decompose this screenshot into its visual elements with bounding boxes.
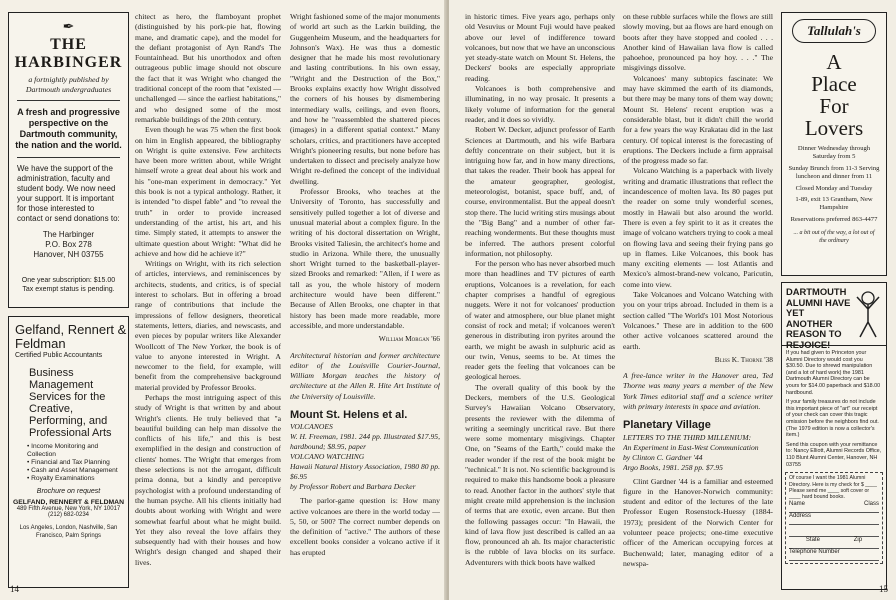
book-title: VOLCANOES xyxy=(290,422,333,432)
tallulah-ad xyxy=(781,12,887,276)
field-label: Zip xyxy=(853,536,863,543)
book-subtitle: An Experiment in East-West Communication xyxy=(623,442,759,452)
paragraph: Volcano Watching is a paperback with lively writing and dramatic illustrations that reflect the incandescence of molten lava. Its 80 pages put the reader on some truly wonderful scenes, mostly in Hawaii but also around the world. There is even a fey spirit to it as it creates the image of volcano watchers trying to cook a meal on flowing lava and seeing their frying pans go up in flames. Like Volcanoes, this book has many exciting elements — lost Atlantis and Mexico's almost-brand-new volcano, Paricutin, come into view. xyxy=(623,166,773,289)
alumni-headline: DARTMOUTH ALUMNI HAVE YET ANOTHER REASON TO REJOICE! xyxy=(786,286,851,350)
paragraph: Volcanoes' many subtopics fascinate: We may have skimmed the earth of its diamonds, but there may be many tons of them way down; Mount St. Helens' recent eruption was a considerable blast, but it didn't chill the world for a few years the way Krakatau did in the last century. Of topical interest is the forecasting of eruptions. The Deckers include a firm appraisal of the progress made so far. xyxy=(623,73,773,166)
telephone-field[interactable] xyxy=(789,549,879,561)
quill-icon: ✒ xyxy=(62,20,75,35)
bullet-item: • Income Monitoring and Collection xyxy=(27,443,99,458)
field-label: Address xyxy=(789,512,812,519)
harbinger-subscription: One year subscription: $15.00 xyxy=(21,277,116,284)
gelfand-street: 489 Fifth Avenue, New York, NY 10017 xyxy=(16,506,121,512)
article-column-2 xyxy=(290,12,440,582)
paragraph: For the person who has never absorbed much more than headlines and TV pictures of earth eruptions, Volcanoes is a revelation, for each chapter comprises a handful of egregious nuggets. Were it not for volcanoes' production of water and atmosphere, our blue planet might consist of rock and metal; if volcanoes weren't generous in distributing iron pyrites around the earth, we might be awash in sulphuric acid as our twin, Venus, seems to be. At times the reader gets the feeling that volcanoes can be geological heroes. xyxy=(465,259,615,382)
paragraph: Take Volcanoes and Volcano Watching with you on your trips abroad. Included in them is a section called "The World's 101 Most Notorious Volcanoes." These are in addition to the 600 other active volcanoes scattered around the earth. xyxy=(623,290,773,351)
article-column-1 xyxy=(135,12,281,582)
name-field[interactable] xyxy=(789,501,879,513)
book-author: by Clinton C. Gardner '44 xyxy=(623,452,703,462)
divider xyxy=(17,157,120,158)
alumni-paragraph: Send this coupon with your remittance to: Nancy Elliott, Alumni Records Office, 110 Blunt Alumni Center, Hanover, NH 03755 xyxy=(786,441,882,468)
left-page xyxy=(0,0,447,600)
review-title: Mount St. Helens et al. xyxy=(290,408,408,421)
review-signature: William Morgan '66 xyxy=(378,334,440,344)
tallulah-headline xyxy=(782,51,886,139)
state-zip-field[interactable] xyxy=(789,537,879,549)
address-field[interactable] xyxy=(789,513,879,525)
address-line: 1-89, exit 13 Grantham, New Hampshire xyxy=(795,196,873,212)
gelfand-bullets xyxy=(27,443,122,483)
address-line: Hanover, NH 03755 xyxy=(33,250,104,259)
paragraph: Even though he was 75 when the first book on him in English appeared, the bibliography on Wright is quite extensive. Few architects have been more written about, while Wright himself wrote a great deal about his work and his "one-man experiment in democracy." Yet this book is not a typical anthology. Rather, it is intended "to dispel fable" and "to reveal the truth" in order to provide increased understanding of the artist, his art, and his time. Simply stated, it attempts to answer the ultimate question about Wright: "What did he achieve and how did he achieve it?" xyxy=(135,125,281,258)
author-bio: Architectural historian and former architecture editor of the Louisville Courier-Journal, William Morgan teaches the history of architecture at the Allen R. Hite Art Institute of the University of Louisville. xyxy=(290,350,440,401)
review-signature: Bliss K. Thorne '38 xyxy=(714,354,773,364)
harbinger-brand: THE HARBINGER xyxy=(14,36,123,71)
alumni-ad xyxy=(781,282,887,590)
tallulah-hours xyxy=(788,145,880,224)
bullet-item: • Royalty Examinations xyxy=(27,475,95,482)
book-details: Hawaii Natural History Association, 1980 80 pp. $6.95 xyxy=(290,462,440,482)
headline-word: For xyxy=(819,94,849,118)
paragraph: The parlor-game question is: How many active volcanoes are there in the world today — 5, 50, or 500? The correct number depends on the definition of "active." The authors of these excellent books consider a volcano active if it has erupted xyxy=(290,496,440,557)
gelfand-subtitle: Certified Public Accountants xyxy=(15,352,103,359)
paragraph: Perhaps the most intriguing aspect of this study of Wright is that written by and about Wright's clients. He truly believed that "a beautiful building can help man dissolve the conflicts of his life," and this is best exemplified in the design and construction of clients' homes. The Wright that emerges from these selections is not the arrogant, difficult prima donna, but a kindly and perceptive psychologist with a profound understanding of the human psyche. All his clients initially had doubts about working with Wright and were somewhat fearful about what he might build. Yet they also reveal the love affairs they subsequently had with their houses and how Wright's design changed and shaped their lives. xyxy=(135,392,281,567)
gelfand-firm-caps: GELFAND, RENNERT & FELDMAN xyxy=(12,499,124,506)
field-label: Telephone Number xyxy=(789,548,840,555)
gelfand-ad xyxy=(8,316,129,588)
alumni-copy xyxy=(786,350,882,468)
harbinger-headline: A fresh and progressive perspective on the Dartmouth community, the nation and the world. xyxy=(15,107,122,150)
harbinger-body: We have the support of the administration, faculty and student body. We now need your support. It is important for those interested to contact or send donations to: xyxy=(17,164,120,223)
headline-word: Place xyxy=(811,72,857,96)
tallulah-slogan: ... a bit out of the way, a lot out of the ordinary xyxy=(793,230,875,244)
divider xyxy=(17,100,120,101)
address-line: P.O. Box 278 xyxy=(45,240,92,249)
section-head: Planetary Village xyxy=(623,419,711,432)
paragraph: Robert W. Decker, adjunct professor of Earth Sciences at Dartmouth, and his wife Barbara deftly concentrate on their subject, but it is intriguing how far, and in how many directions, that takes the reader. Their book has appeal for the amateur geographer, geologist, meteorologist, botanist, space buff, and, of course, environmentalist. But the appeal doesn't stop there. The lucid writing stirs musings about the "Big Bang" and a number of other far-reaching wonderments. But these thoughts must be inferred. The authors present colorful information, not philosophy. xyxy=(465,125,615,258)
book-details: Argo Books, 1981. 258 pp. $7.95 xyxy=(623,462,723,472)
field-label: Name xyxy=(789,500,806,507)
address-field-2[interactable] xyxy=(789,525,879,537)
paragraph: The overall quality of this book by the Deckers, members of the U.S. Geological Survey's Hawaiian Volcano Observatory, presents the reviewer with the dilemma of writing a seemingly uncritical rave. But there were some momentary misgivings. Chapter One, on "Seams of the Earth," could make the reader wonder if the rest of the book might be "technical." It is not. No scientific background is required to make this handsome book a pleasure to read. Another factor in the authors' style that might create mild apprehension is the inclusion of terms that are exotic, even arcane. But then the following passages occur: "In Hawaii, the kind of lava flow just described is called an aa flow, pronounced ah ah. Its major characteristic is the rubble of lava blocks on its surface. Adventurers with thick boots have walked xyxy=(465,382,615,567)
hours-line: Closed Monday and Tuesday xyxy=(795,184,873,192)
bullet-item: • Cash and Asset Management xyxy=(27,467,118,474)
tallulah-logo: Tallulah's xyxy=(792,19,876,43)
gelfand-phone: (212) 682-0234 xyxy=(47,512,90,518)
paragraph: Writings on Wright, with its rich selection of articles, interviews, and reminiscences by architects, students, and critics, is of special interest to scholars. But in offering a broad range of contributions that include the impressions of fellow designers, theoretical statements, letters, diaries, and newscasts, and even pieces by popular writers like Alexander Woollcott of The New Yorker, the book is of value to anyone interested in Wright. A newcomer to the field, for example, will benefit from the comprehensive background material provided by Professor Brooks. xyxy=(135,259,281,392)
field-label: Class xyxy=(863,500,879,507)
article-column-4 xyxy=(623,12,773,582)
paragraph: on these rubble surfaces while the flows are still slowly moving, but aa flows are hard enough on boots after they have stopped and cooled . . . Another kind of Hawaiian lava flow is called pahoehoe, pronounced pa hoy hoy. . . ." The misgivings dissolve. xyxy=(623,12,773,73)
book-authors: by Professor Robert and Barbara Decker xyxy=(290,482,416,492)
paragraph: Volcanoes is both comprehensive and illuminating, in no way prosaic. It presents a likely volume of information for the general reader, and it does so vividly. xyxy=(465,84,615,124)
hours-line: Dinner Wednesday through Saturday from 5 xyxy=(797,145,871,161)
paragraph: Clint Gardner '44 is a familiar and esteemed figure in the Hanover-Norwich community: student and editor of the lectures of the late Professor Eugen Rosenstock-Huessy (1884-1973); president of the Norwich Center for volunteer peace projects; one-time executive officer of the American occupying forces at Buchenwald; later, managing editor of a newspa- xyxy=(623,476,773,568)
headline-word: A xyxy=(826,50,842,74)
harbinger-ad xyxy=(8,12,129,308)
book-title: LETTERS TO THE THIRD MILLENIUM: xyxy=(623,432,752,442)
address-line: The Harbinger xyxy=(42,230,95,239)
harbinger-tagline: a fortnightly published by Dartmouth undergraduates xyxy=(25,75,112,94)
author-bio: A free-lance writer in the Hanover area, Ted Thorne was many years a member of the New York Times editorial staff and a science writer with primary interests in space and aviation. xyxy=(623,371,773,411)
gelfand-brochure: Brochure on request xyxy=(36,488,101,495)
harbinger-address xyxy=(9,230,128,260)
gelfand-cities: Los Angeles, London, Nashville, San Francisco, Palm Springs xyxy=(19,525,118,539)
paragraph: chitect as hero, the flamboyant prophet (distinguished by his pork-pie hat, flowing mane, and dramatic cape), and the model for the defiant protagonist of Ayn Rand's The Fountainhead. But his unorthodox and often outrageous public image should not obscure the fact that it was Wright who changed the traditional concept of the room that "existed — unchallenged — since the earliest habitations," and who designed some of the most remarkable buildings of the 20th century. xyxy=(135,12,281,124)
gelfand-services: Business Management Services for the Creative, Performing, and Professional Arts xyxy=(29,367,112,439)
cheering-figure-icon xyxy=(853,289,883,341)
headline-word: Lovers xyxy=(804,116,864,140)
right-page xyxy=(449,0,896,600)
hours-line: Sunday Brunch from 11-3 Serving luncheon and dinner from 11 xyxy=(788,164,880,181)
alumni-coupon xyxy=(785,472,883,564)
alumni-paragraph: If your family treasures do not include this important piece of "art" our receipt of your check can cover this tragic omission before the neighbors find out. (The 1979 edition is now a collector's item.) xyxy=(786,399,879,439)
bullet-item: • Financial and Tax Planning xyxy=(27,459,110,466)
paragraph: Wright fashioned some of the major monuments of world art such as the Larkin building, the Guggenheim Museum, and the headquarters for Johnson's Wax). He was thus a domestic designer that he made his most revolutionary and lasting contributions. In his own essay, "Wright and the Destruction of the Box," Brooks explains exactly how Wright dissolved the corners of his houses by dismembering intermediary walls, ceilings, and even floors, and how he "reassembled the shattered pieces (images) in a different spatial context." Many scholars, critics, and practitioners have accepted Wright's pioneering results, but none before has undertaken to dissect and precisely analyze how Wright re-defined the concept of the individual dwelling. xyxy=(290,12,440,186)
page-number: 15 xyxy=(879,584,888,594)
paragraph: Professor Brooks, who teaches at the University of Toronto, has successfully and sensitively pulled together a lot of diverse and unusual material about a complex figure. In the writing of his doctoral dissertation on Wright, Brooks visited Taliesin, the architect's home and studio in Arizona. While there, the unusually short Wright turned to the basketball-player-sized Brooks and remarked: "Allen, if I were as tall as you, the whole history of modern architecture would have been different." Because of Allen Brooks, one chapter in that history has been made more readable, more accessible, and more understandable. xyxy=(290,187,440,330)
harbinger-tax-note: Tax exempt status is pending. xyxy=(22,286,115,293)
article-column-3 xyxy=(465,12,615,582)
page-number: 14 xyxy=(10,584,19,594)
gelfand-name: Gelfand, Rennert & Feldman xyxy=(15,322,127,351)
book-title: VOLCANO WATCHING xyxy=(290,452,365,462)
field-label: State xyxy=(805,536,820,543)
reservations-line: Reservations preferred 863-4477 xyxy=(790,215,878,223)
paragraph: in historic times. Five years ago, perhaps only old Vesuvius or Mount Fuji would have peaked above our level of indifference toward volcanoes, but now that we have an unconscious yet steady-state watch on Mount St. Helens, the Deckers' books are especially appropriate reading. xyxy=(465,12,615,83)
coupon-text: Of course I want the 1981 Alumni Directory. Here is my check for $ ____ Please send me ____ soft cover or ____ hard bound books. xyxy=(789,475,877,501)
book-details: W. H. Freeman, 1981. 244 pp. Illustrated $17.95, hardbound; $8.95, paper xyxy=(290,432,440,452)
alumni-paragraph: If you had given to Princeton your Alumni Directory would cost you $30.50. Due to shrewd manipulation (and a lot of hard work) the 1981 Dartmouth Alumni Directory can be yours for $14.00 paperback and $18.00 hardbound. xyxy=(786,350,881,396)
